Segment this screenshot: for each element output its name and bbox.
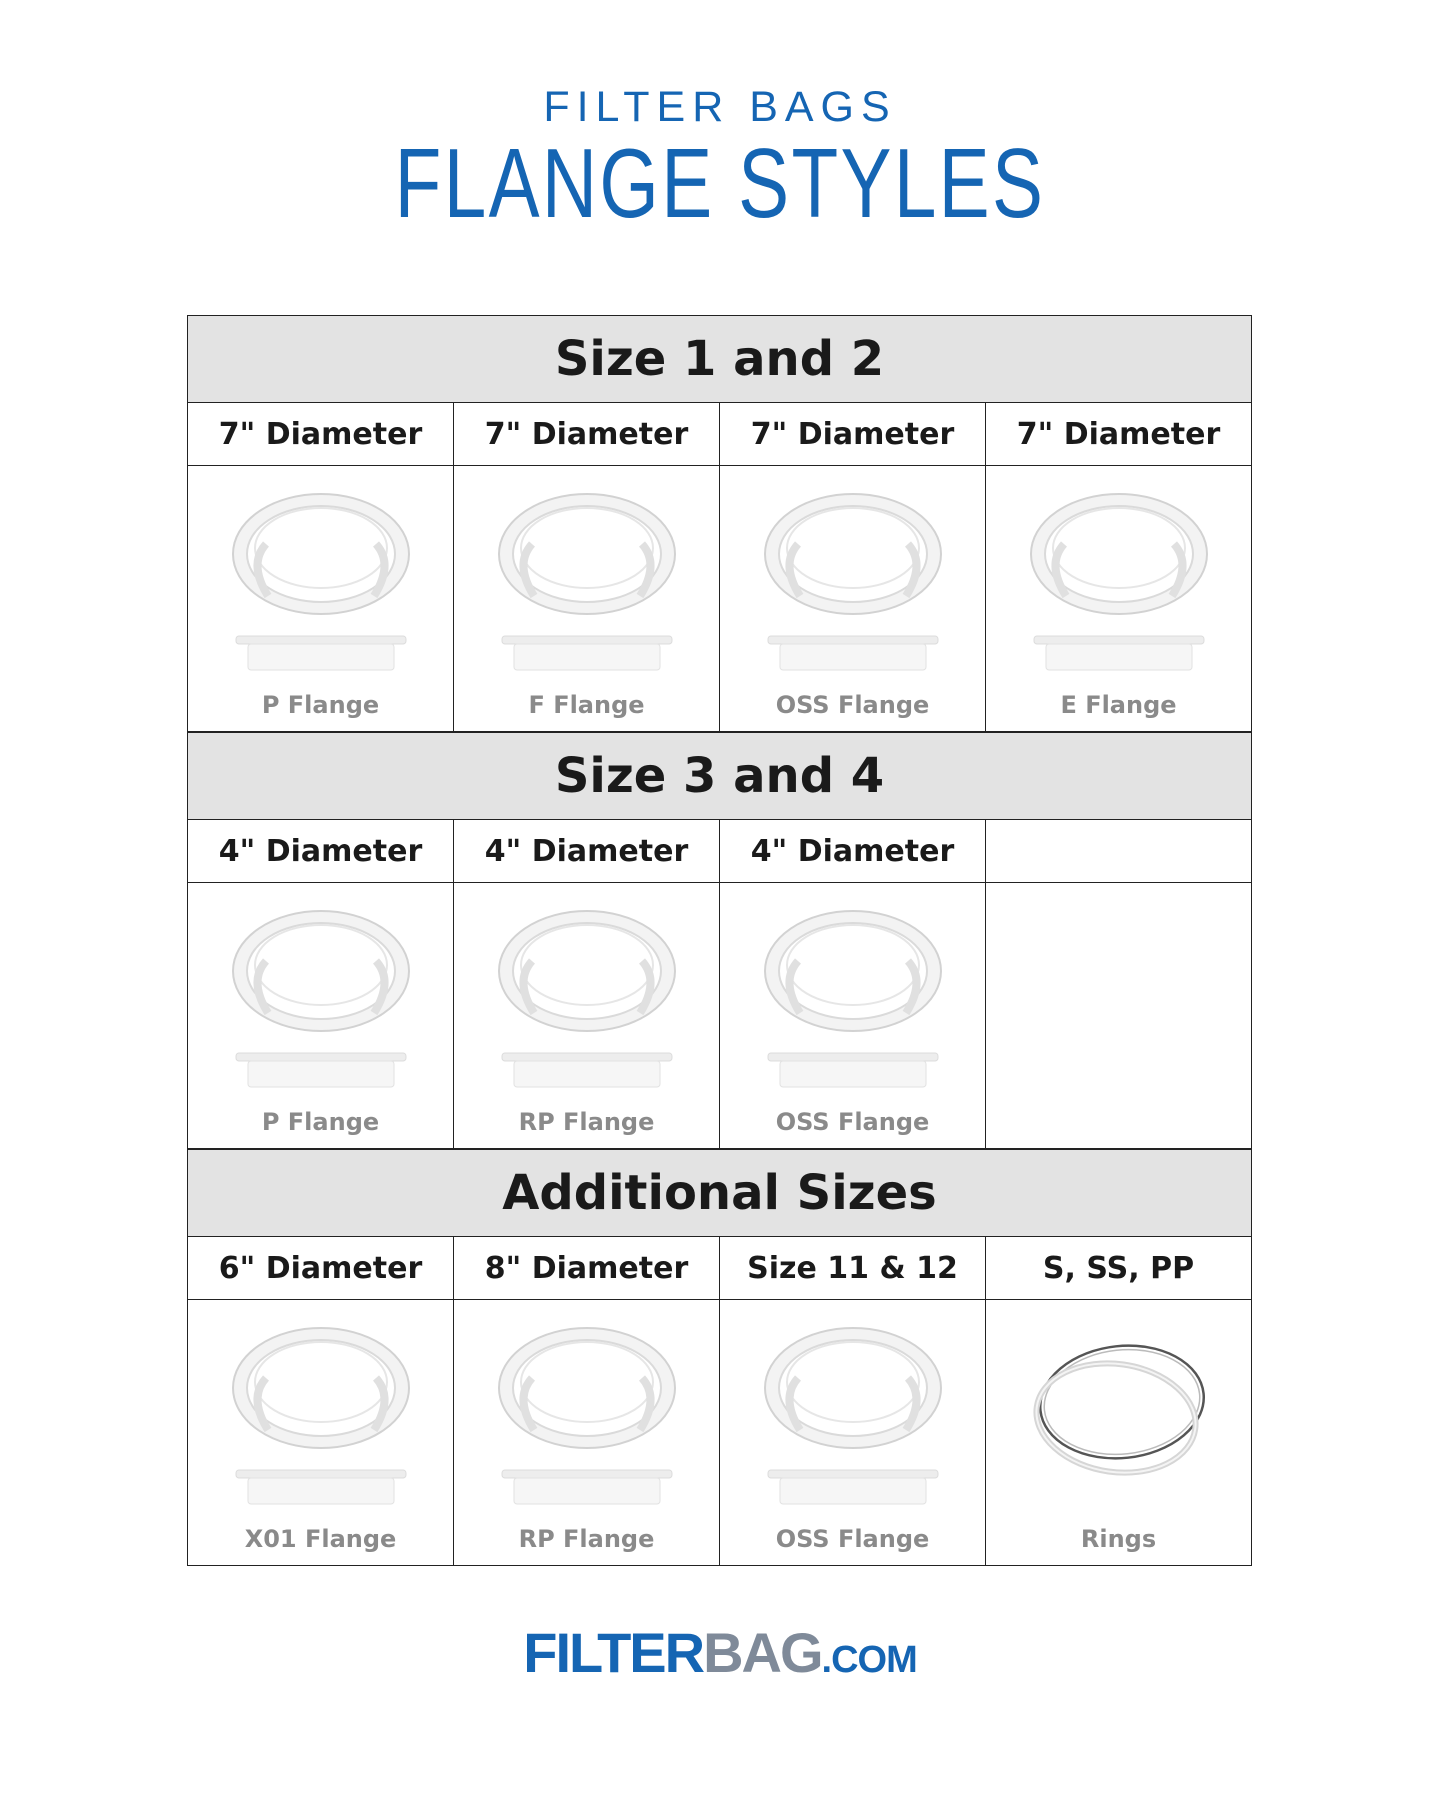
page-title: FLANGE STYLES [394, 128, 1046, 238]
flange-cell [720, 883, 986, 1148]
ring-icon [1024, 1320, 1214, 1510]
flange-icon [226, 903, 416, 1093]
flange-cell [454, 883, 720, 1148]
diameter-label: 7" Diameter [720, 403, 986, 465]
flange-caption: X01 Flange [244, 1525, 397, 1553]
diameter-label: 4" Diameter [188, 820, 454, 882]
flange-cell [454, 466, 720, 731]
empty-cell [986, 883, 1251, 1148]
flange-caption: E Flange [1060, 691, 1177, 719]
section-header: Size 3 and 4 [188, 731, 1251, 820]
size-label: Size 11 & 12 [720, 1237, 986, 1299]
flange-cell [188, 466, 454, 731]
flange-caption: OSS Flange [775, 1108, 930, 1136]
flange-icon [758, 1320, 948, 1510]
flange-caption: RP Flange [518, 1525, 655, 1553]
label-row [188, 820, 1251, 883]
flange-icon [758, 486, 948, 676]
flange-caption: P Flange [261, 1108, 380, 1136]
logo-part-filter: FILTER [523, 1621, 704, 1684]
flange-caption: F Flange [528, 691, 645, 719]
label-row [188, 1237, 1251, 1300]
flange-caption: P Flange [261, 691, 380, 719]
image-row [188, 1300, 1251, 1565]
diameter-label: 8" Diameter [454, 1237, 720, 1299]
logo-part-bag: BAG [703, 1621, 822, 1684]
flange-cell [188, 883, 454, 1148]
flange-icon [226, 486, 416, 676]
label-row [188, 403, 1251, 466]
size-label: S, SS, PP [1042, 1250, 1195, 1286]
flange-cell [986, 466, 1251, 731]
diameter-label: 4" Diameter [720, 820, 986, 882]
flange-icon [492, 486, 682, 676]
filterbag-logo [0, 1620, 1440, 1685]
flange-icon [1024, 486, 1214, 676]
flange-cell [188, 1300, 454, 1565]
page-eyebrow: FILTER BAGS [543, 83, 897, 131]
section-header: Size 1 and 2 [188, 316, 1251, 403]
image-row [188, 883, 1251, 1148]
image-row [188, 466, 1251, 731]
flange-caption: OSS Flange [775, 1525, 930, 1553]
diameter-label: 7" Diameter [454, 403, 720, 465]
diameter-label: 4" Diameter [454, 820, 720, 882]
diameter-label: 7" Diameter [188, 403, 454, 465]
rings-caption: Rings [1080, 1525, 1157, 1553]
empty-label [986, 820, 1251, 882]
flange-cell [454, 1300, 720, 1565]
diameter-label: 7" Diameter [1016, 416, 1221, 452]
flange-icon [758, 903, 948, 1093]
flange-caption: RP Flange [518, 1108, 655, 1136]
section-header: Additional Sizes [188, 1148, 1251, 1237]
rings-cell [986, 1300, 1251, 1565]
flange-icon [492, 1320, 682, 1510]
flange-caption: OSS Flange [775, 691, 930, 719]
flange-table [187, 315, 1252, 1566]
logo-part-com: .COM [821, 1639, 917, 1681]
diameter-label: 6" Diameter [188, 1237, 454, 1299]
flange-cell [720, 1300, 986, 1565]
flange-icon [226, 1320, 416, 1510]
flange-cell [720, 466, 986, 731]
flange-icon [492, 903, 682, 1093]
